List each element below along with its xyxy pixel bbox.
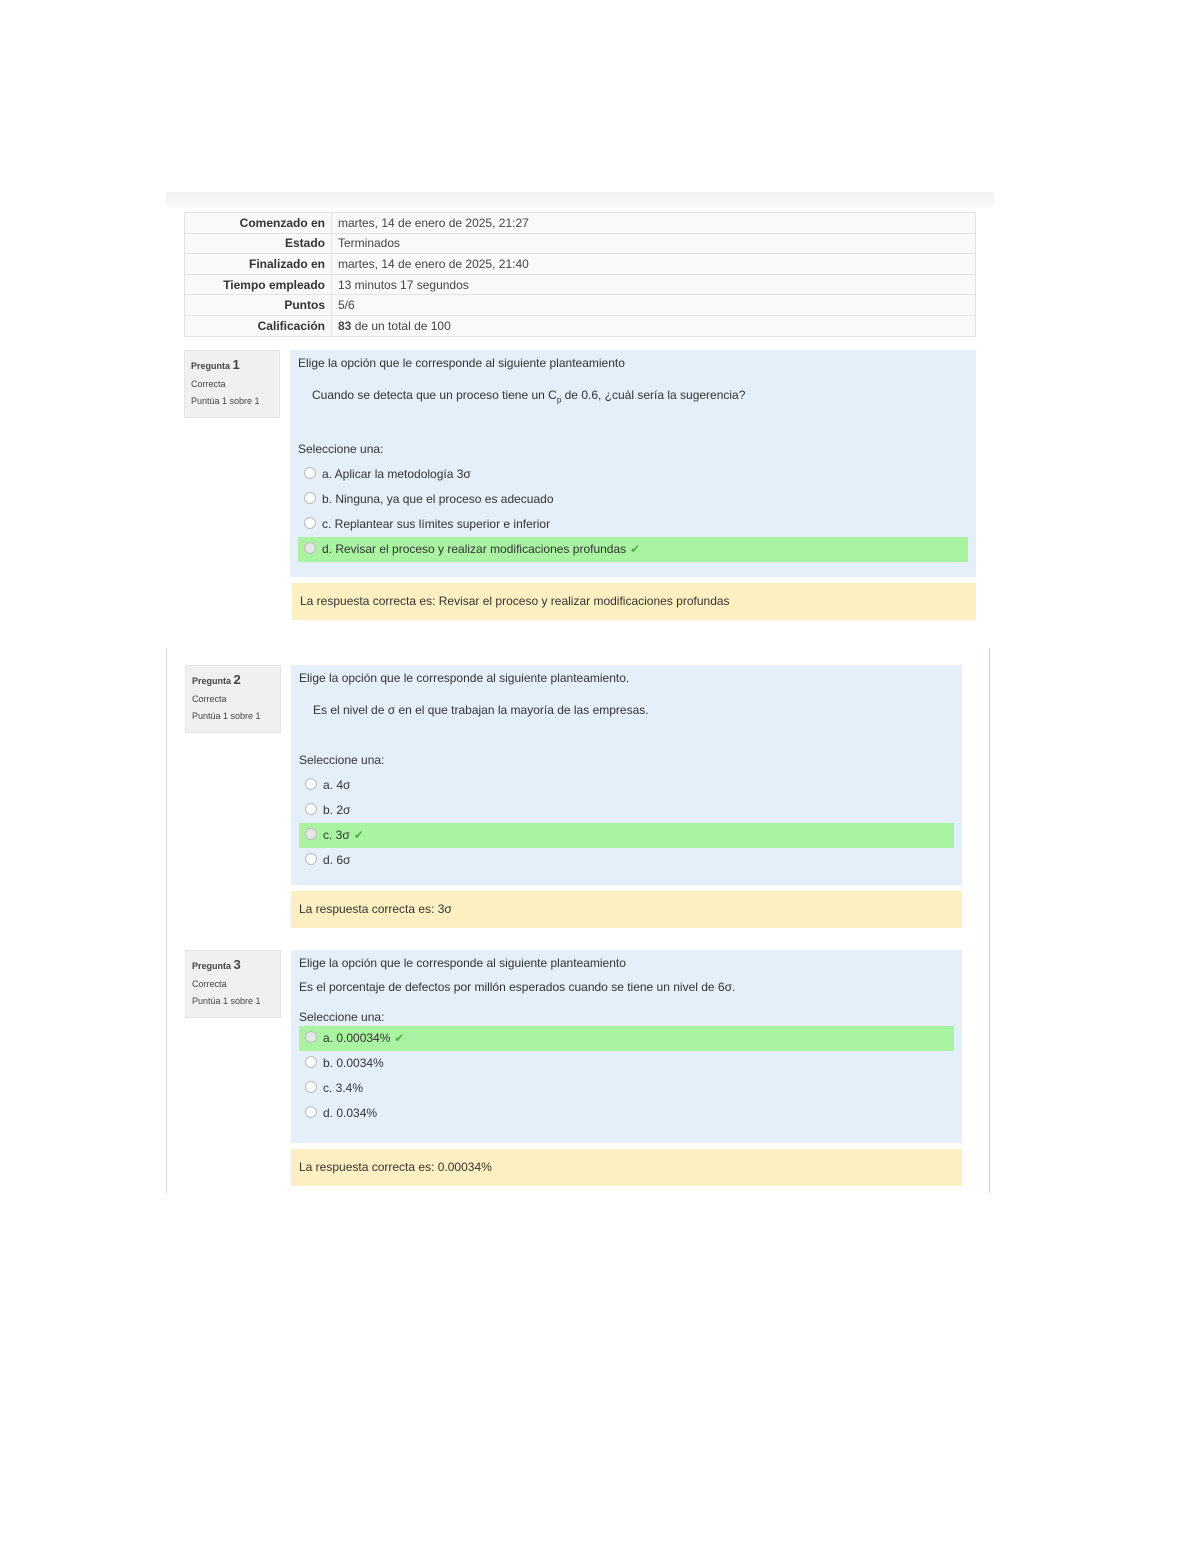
answer-option-c[interactable] [299,1076,954,1101]
summary-row [185,254,976,275]
radio-icon[interactable] [304,492,316,504]
option-label: d. 0.034% [323,1106,378,1120]
summary-label: Tiempo empleado [185,274,332,295]
attempt-summary-table [184,212,976,337]
answer-option-c[interactable] [299,823,954,848]
screenshot-bottom [166,648,990,1193]
stem-text-end: de 0.6, ¿cuál sería la sugerencia? [561,388,746,402]
option-label: a. Aplicar la metodología 3σ [322,467,471,482]
question-prompt: Elige la opción que le corresponde al siguiente planteamiento. [299,671,630,685]
radio-icon[interactable] [304,517,316,529]
question-label: Pregunta [191,361,231,371]
summary-label: Estado [185,233,332,254]
answer-option-a[interactable] [298,462,968,487]
option-label: d. 6σ [323,853,351,867]
question-body-3 [291,950,962,1143]
radio-icon[interactable] [305,1106,317,1118]
question-state: Correcta [192,694,227,704]
question-number [192,957,274,972]
stem-text: Cuando se detecta que un proceso tiene un C [312,388,557,402]
question-stem: Es el nivel de σ en el que trabajan la mayoría de las empresas. [313,703,649,717]
radio-icon[interactable] [305,853,317,865]
check-icon: ✔ [394,1031,405,1045]
feedback-3: La respuesta correcta es: 0.00034% [291,1149,962,1186]
summary-label: Finalizado en [185,254,332,275]
radio-icon[interactable] [305,1056,317,1068]
answer-option-b[interactable] [298,487,968,512]
option-label: b. 0.0034% [323,1056,384,1070]
answer-option-d[interactable] [299,848,954,873]
question-body-1 [290,350,976,577]
top-bar [166,192,994,208]
summary-value: 5/6 [332,295,976,316]
answer-option-d[interactable] [298,537,968,562]
summary-value: martes, 14 de enero de 2025, 21:40 [332,254,976,275]
option-label: c. Replantear sus límites superior e inferior [322,517,551,532]
summary-row [185,233,976,254]
question-label: Pregunta [192,676,232,686]
option-label: a. 4σ [323,778,351,792]
option-label: a. 0.00034% [323,1031,391,1045]
question-state: Correcta [192,979,227,989]
check-icon: ✔ [630,542,641,557]
radio-icon[interactable] [304,542,316,554]
radio-icon[interactable] [305,778,317,790]
summary-value [332,315,976,336]
feedback-2: La respuesta correcta es: 3σ [291,891,962,928]
question-score: Puntúa 1 sobre 1 [191,396,260,406]
answer-option-a[interactable] [299,1026,954,1051]
option-label: b. Ninguna, ya que el proceso es adecuado [322,492,554,507]
question-stem: Es el porcentaje de defectos por millón esperados cuando se tiene un nivel de 6σ. [299,980,736,994]
question-number [192,672,274,687]
question-label: Pregunta [192,961,232,971]
radio-icon[interactable] [305,1081,317,1093]
answer-option-b[interactable] [299,1051,954,1076]
question-number [191,357,273,372]
screenshot-top [166,192,994,622]
answer-option-c[interactable] [298,512,968,537]
question-prompt: Elige la opción que le corresponde al siguiente planteamiento [298,356,625,370]
radio-icon[interactable] [304,467,316,479]
summary-label: Calificación [185,315,332,336]
question-prompt: Elige la opción que le corresponde al siguiente planteamiento [299,956,626,970]
question-score: Puntúa 1 sobre 1 [192,711,261,721]
select-label: Seleccione una: [299,753,385,767]
grade-value: 83 [338,318,352,333]
option-label: b. 2σ [323,803,351,817]
summary-row [185,274,976,295]
answer-option-d[interactable] [299,1101,954,1126]
option-label: c. 3σ [323,828,350,842]
radio-icon[interactable] [305,828,317,840]
question-info-3 [185,950,281,1018]
answer-option-b[interactable] [299,798,954,823]
question-stem [298,388,968,404]
select-label: Seleccione una: [298,442,384,457]
question-score: Puntúa 1 sobre 1 [192,996,261,1006]
option-label: c. 3.4% [323,1081,364,1095]
question-info-2 [185,665,281,733]
summary-row [185,213,976,234]
question-number-value: 3 [233,957,241,972]
feedback-1: La respuesta correcta es: Revisar el proceso y realizar modificaciones profundas [292,583,976,620]
radio-icon[interactable] [305,1031,317,1043]
question-state: Correcta [191,379,226,389]
summary-row [185,315,976,336]
summary-label: Comenzado en [185,213,332,234]
option-label: d. Revisar el proceso y realizar modificaciones profundas [322,542,627,557]
question-body-2 [291,665,962,885]
select-label: Seleccione una: [299,1010,385,1024]
grade-total: de un total de 100 [351,318,451,333]
summary-value: Terminados [332,233,976,254]
stem-subscript: p [556,395,562,405]
check-icon: ✔ [353,828,364,842]
answer-option-a[interactable] [299,773,954,798]
question-number-value: 2 [233,672,241,687]
summary-row [185,295,976,316]
summary-value: 13 minutos 17 segundos [332,274,976,295]
question-info-1 [184,350,280,418]
summary-value: martes, 14 de enero de 2025, 21:27 [332,213,976,234]
question-number-value: 1 [232,357,240,372]
summary-label: Puntos [185,295,332,316]
radio-icon[interactable] [305,803,317,815]
